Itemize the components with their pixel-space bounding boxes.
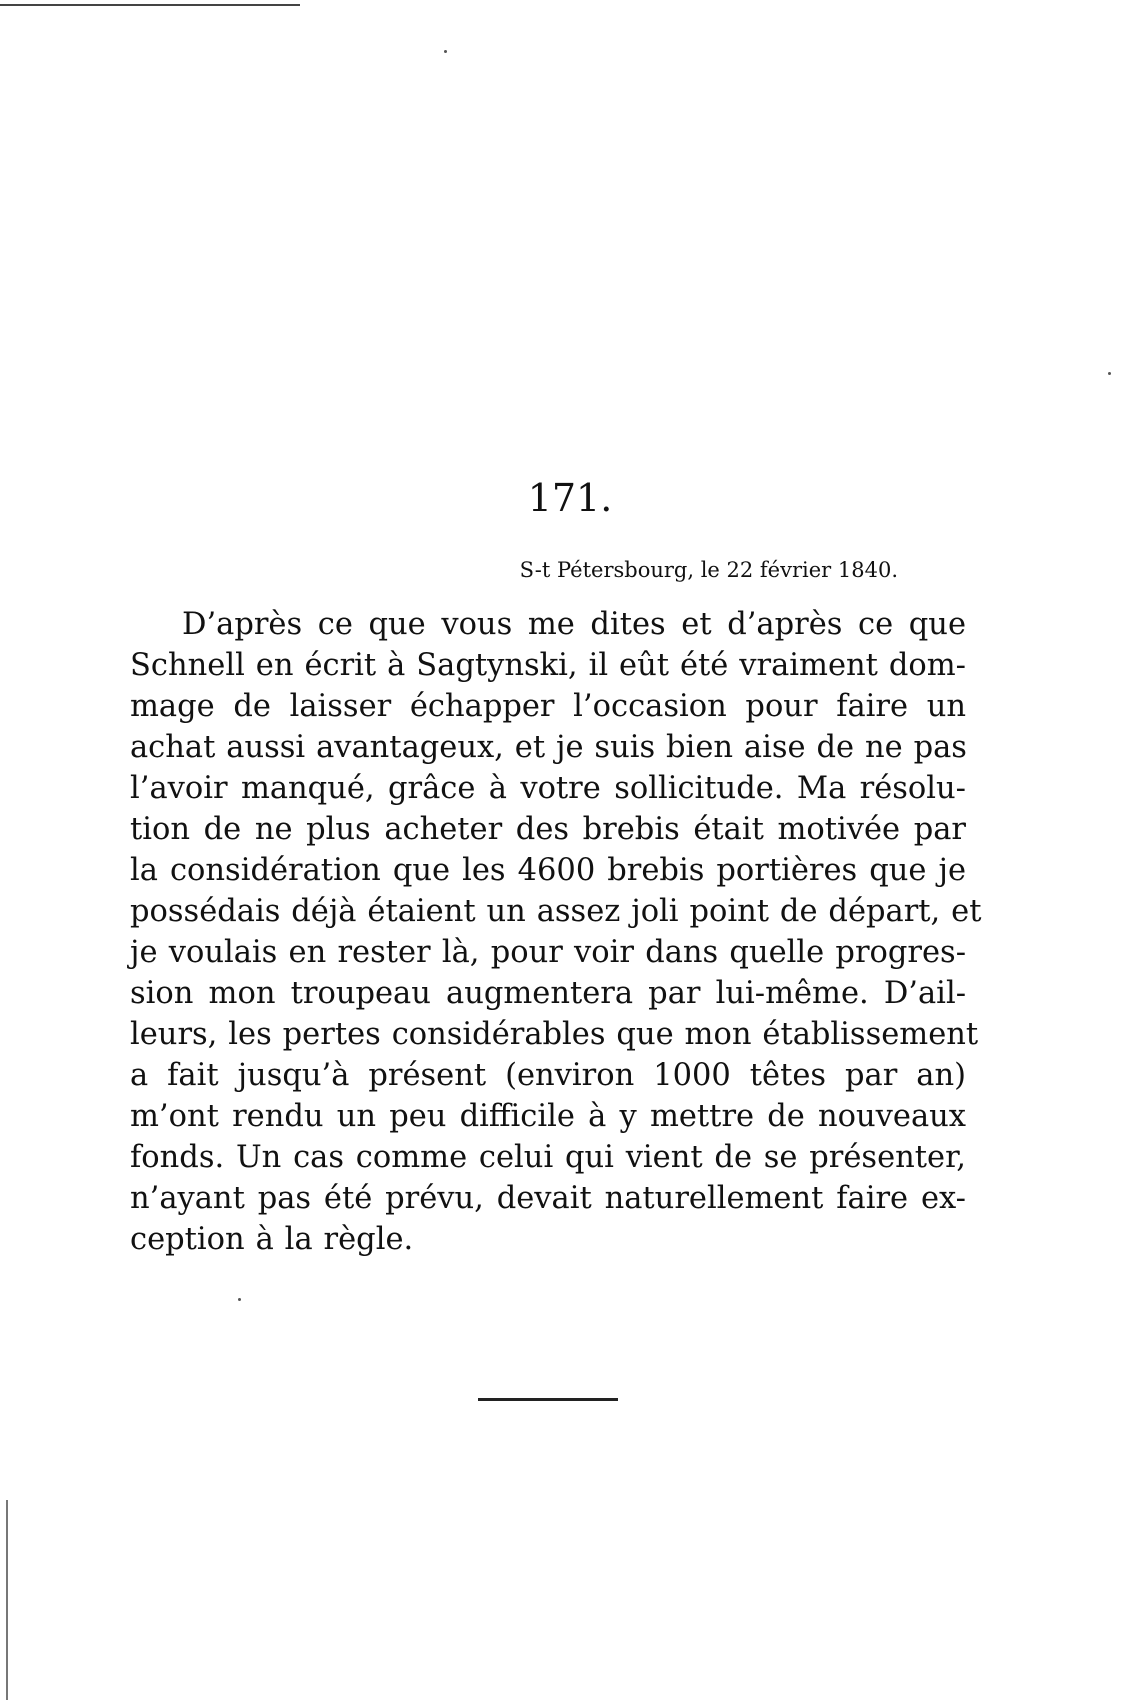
body-line: mage de laisser échapper l’occasion pour faire un [130,689,966,724]
top-edge-rule [0,4,300,6]
body-line: sion mon troupeau augmentera par lui-même. D’ail- [130,976,966,1011]
body-line: Schnell en écrit à Sagtynski, il eût été vraiment dom- [130,648,966,683]
scan-speck [238,1298,241,1301]
body-line: a fait jusqu’à présent (environ 1000 têtes par an) [130,1058,966,1093]
body-line: leurs, les pertes considérables que mon établissement [130,1017,979,1052]
body-line: D’après ce que vous me dites et d’après ce que [182,607,966,642]
left-edge-rule [6,1500,8,1700]
body-line: l’avoir manqué, grâce à votre sollicitude. Ma résolu- [130,771,966,806]
body-line: m’ont rendu un peu difficile à y mettre de nouveaux [130,1099,966,1134]
dateline: S-t Pétersbourg, le 22 février 1840. [519,558,898,582]
body-line: tion de ne plus acheter des brebis était motivée par [130,812,966,847]
body-line: possédais déjà étaient un assez joli point de départ, et [130,894,982,929]
body-line: achat aussi avantageux, et je suis bien aise de ne pas [130,730,967,765]
scan-speck [1108,372,1111,375]
letter-number: 171. [527,476,613,520]
body-line: ception à la règle. [130,1222,414,1257]
scan-speck [444,50,447,53]
end-separator-rule [478,1398,618,1401]
letter-body [130,604,982,1260]
body-line: n’ayant pas été prévu, devait naturellement faire ex- [130,1181,966,1216]
body-line: fonds. Un cas comme celui qui vient de se présenter, [130,1140,966,1175]
body-line: la considération que les 4600 brebis portières que je [130,853,966,888]
body-line: je voulais en rester là, pour voir dans quelle progres- [130,935,966,970]
